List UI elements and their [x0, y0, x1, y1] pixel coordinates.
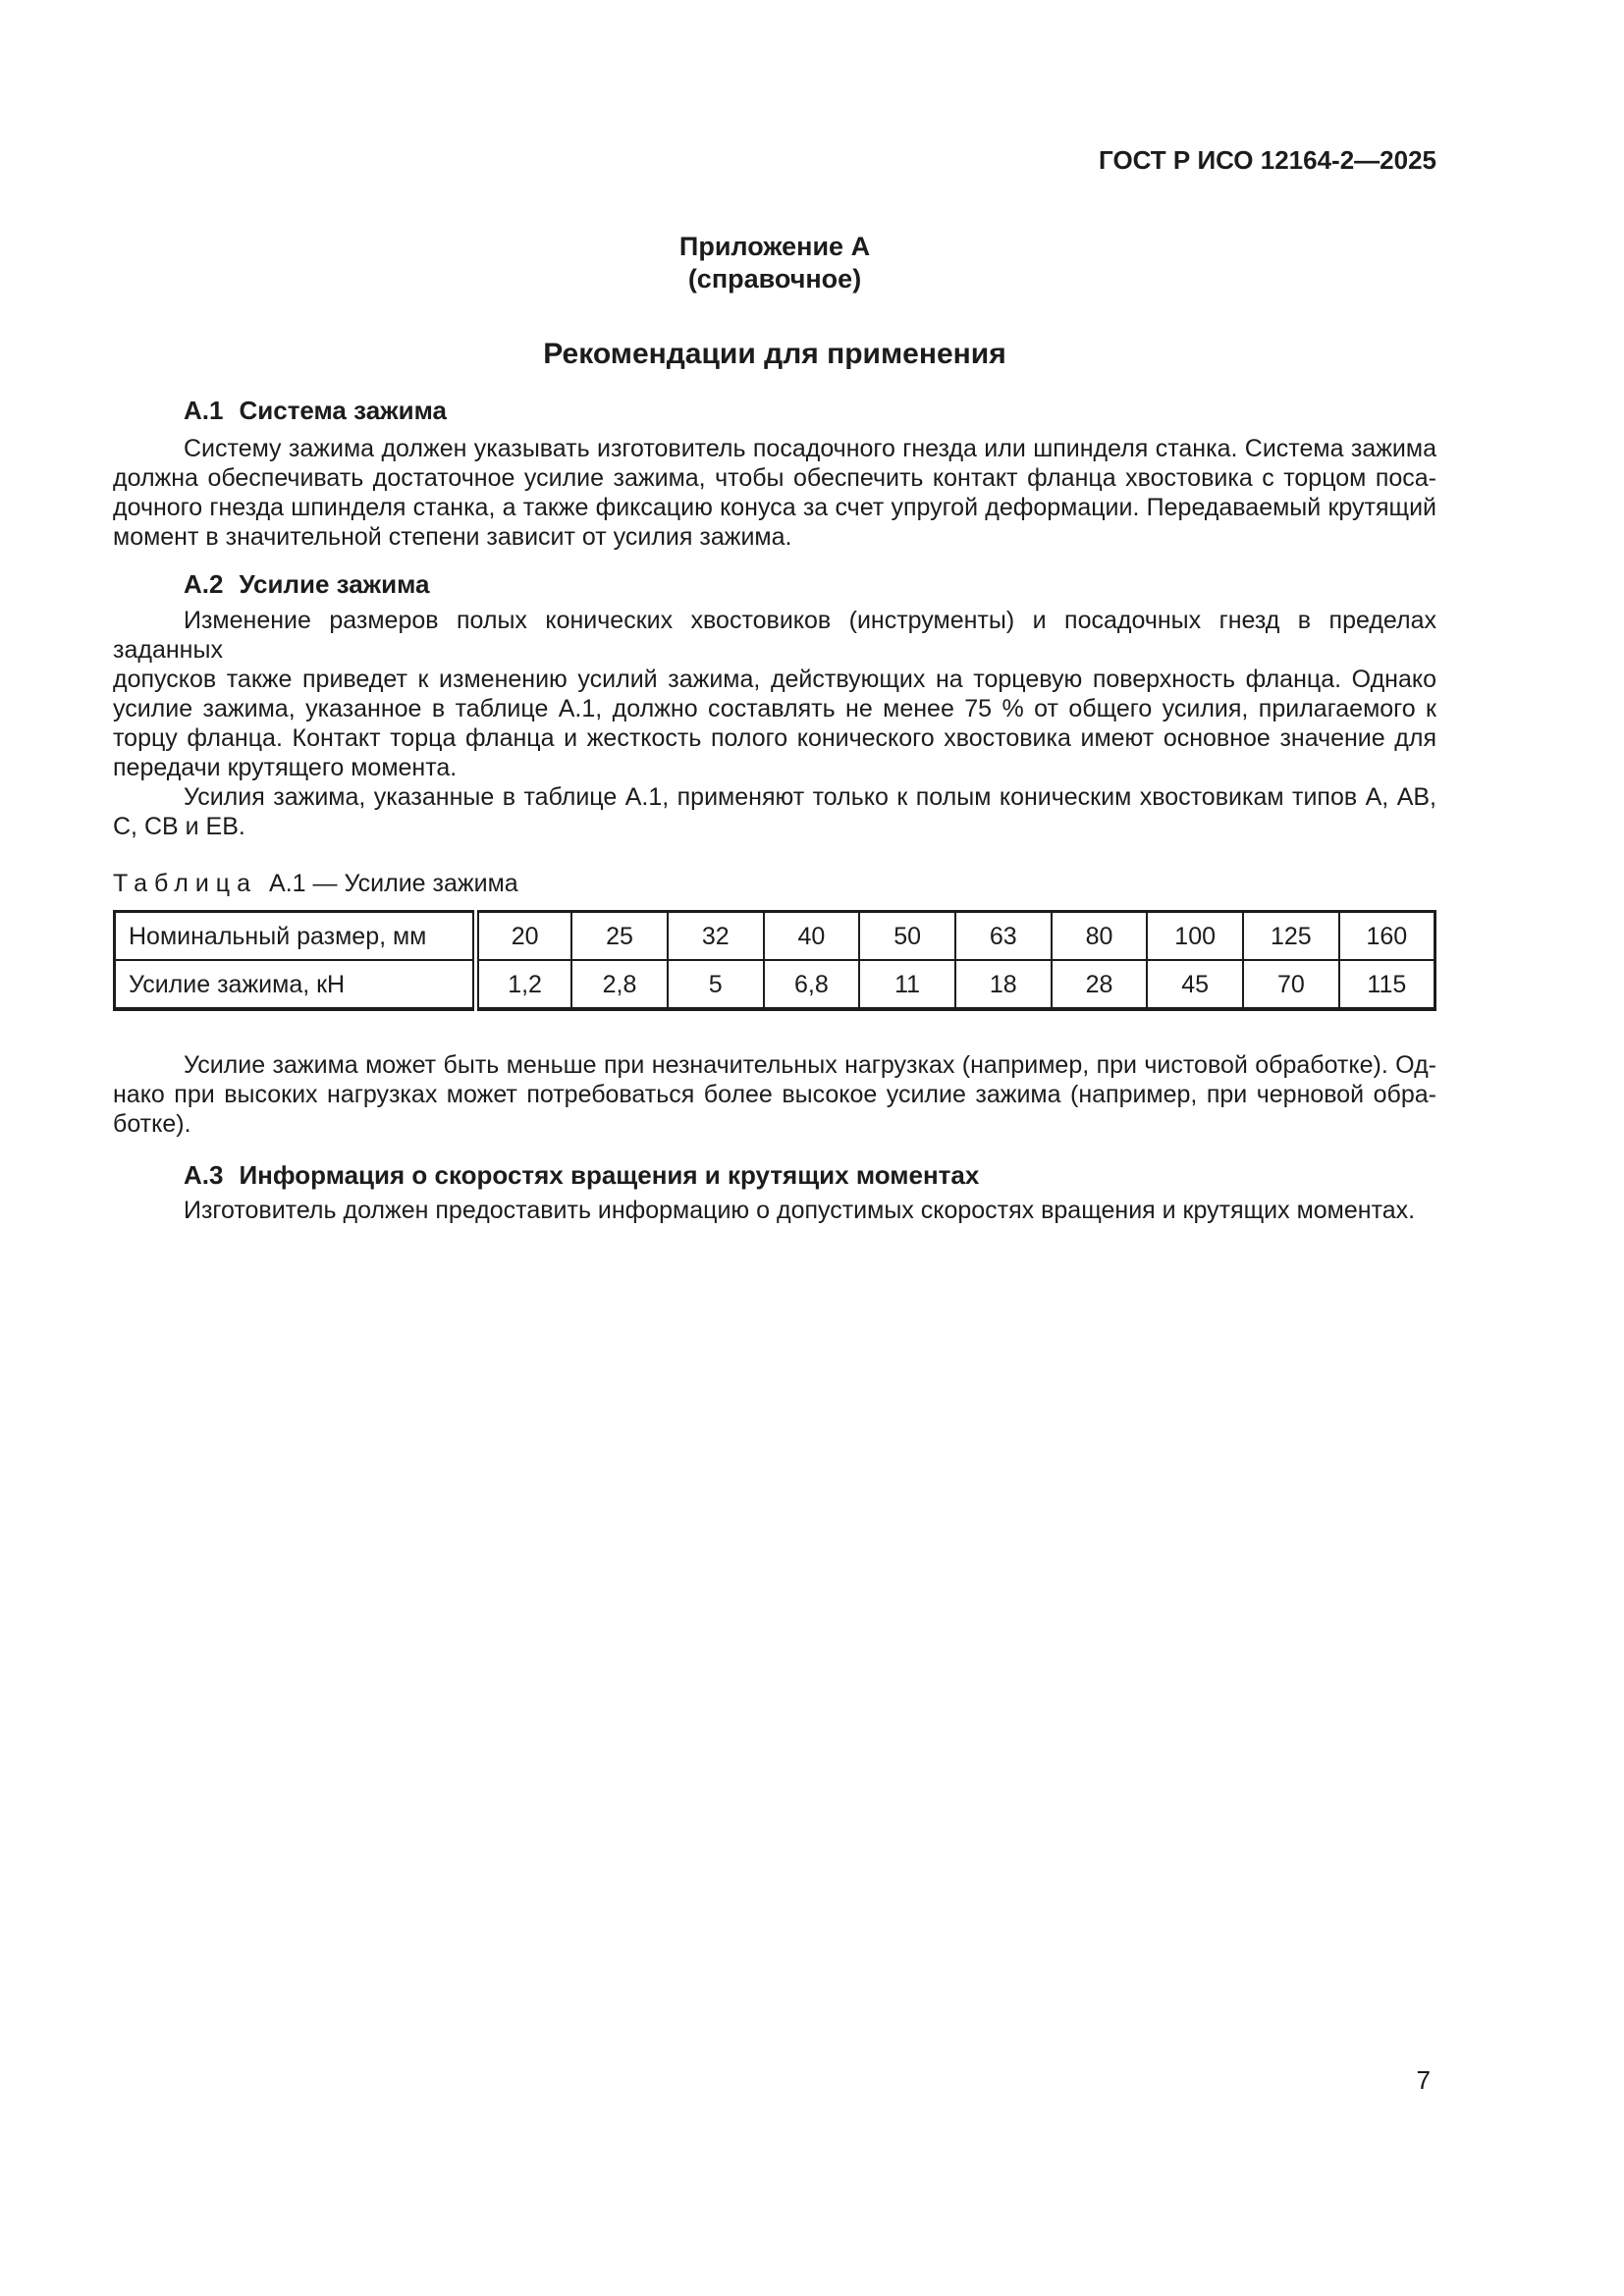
section-a2-number: А.2 [184, 569, 224, 599]
section-a2-title: Усилие зажима [239, 569, 430, 599]
section-a3-heading [113, 1160, 1436, 1190]
row-label-nominal-size: Номинальный размер, мм [115, 912, 476, 961]
appendix-note: (справочное) [687, 264, 862, 294]
value-cell: 25 [571, 912, 668, 961]
clamping-force-table [113, 910, 1436, 1011]
paragraph-line: должна обеспечивать достаточное усилие зажима, чтобы обеспечить контакт фланца хвостовика с торцом поса- [113, 464, 1436, 492]
value-cell: 45 [1147, 960, 1243, 1009]
section-a3-paragraph: Изготовитель должен предоставить информацию о допустимых скоростях вращения и крутящих моментах. [184, 1197, 1416, 1224]
section-a2-heading [113, 569, 1436, 599]
row-label-clamping-force: Усилие зажима, кН [115, 960, 476, 1009]
value-cell: 6,8 [764, 960, 860, 1009]
paragraph-line: Усилия зажима, указанные в таблице А.1, применяют только к полым коническим хвостовикам типов А, АВ, [184, 783, 1436, 811]
value-cell: 70 [1243, 960, 1339, 1009]
paragraph-line: Изменение размеров полых конических хвостовиков (инструменты) и посадочных гнезд в пределах заданных [113, 607, 1436, 664]
table-caption-word: Таблица [113, 870, 258, 897]
section-a1-title: Система зажима [239, 396, 447, 425]
value-cell: 28 [1052, 960, 1148, 1009]
paragraph-line: Усилие зажима может быть меньше при незначительных нагрузках (например, при чистовой обработке). Од- [184, 1051, 1436, 1079]
paragraph-line: момент в значительной степени зависит от усилия зажима. [113, 523, 792, 551]
value-cell: 11 [859, 960, 955, 1009]
appendix-heading [113, 231, 1436, 295]
paragraph-line: усилие зажима, указанное в таблице А.1, должно составлять не менее 75 % от общего усилия, прилагаемого к [113, 695, 1436, 722]
section-a3-number: А.3 [184, 1160, 224, 1190]
page-number: 7 [1416, 2065, 1431, 2095]
value-cell: 125 [1243, 912, 1339, 961]
paragraph-line: С, СВ и ЕВ. [113, 813, 245, 840]
paragraph-line: допусков также приведет к изменению усилий зажима, действующих на торцевую поверхность фланца. Однако [113, 666, 1436, 693]
value-cell: 5 [668, 960, 764, 1009]
value-cell: 18 [955, 960, 1052, 1009]
section-a2-paragraph-2 [113, 782, 1436, 841]
value-cell: 115 [1339, 960, 1435, 1009]
value-cell: 2,8 [571, 960, 668, 1009]
appendix-title: Рекомендации для применения [543, 338, 1006, 370]
value-cell: 160 [1339, 912, 1435, 961]
table-row-clamping-force [115, 960, 1435, 1009]
value-cell: 1,2 [476, 960, 572, 1009]
appendix-label: Приложение А [678, 232, 871, 261]
value-cell: 40 [764, 912, 860, 961]
page-content [0, 145, 1624, 1225]
table-caption [113, 869, 1436, 898]
paragraph-line: дочного гнезда шпинделя станка, а также фиксацию конуса за счет упругой деформации. Передаваемый крутящий [113, 494, 1436, 521]
doc-code-header: ГОСТ Р ИСО 12164-2—2025 [1099, 145, 1436, 175]
paragraph-line: нако при высоких нагрузках может потребоваться более высокое усилие зажима (например, при черновой обра- [113, 1081, 1436, 1108]
table-row-nominal-size [115, 912, 1435, 961]
value-cell: 63 [955, 912, 1052, 961]
section-a1-paragraph [113, 434, 1436, 552]
value-cell: 100 [1147, 912, 1243, 961]
table-caption-text: А.1 — Усилие зажима [269, 870, 518, 897]
value-cell: 80 [1052, 912, 1148, 961]
section-a1-number: А.1 [184, 396, 224, 425]
paragraph-line: торцу фланца. Контакт торца фланца и жесткость полого конического хвостовика имеют основное значение для [113, 724, 1436, 752]
section-a2-paragraph-1 [113, 606, 1436, 782]
value-cell: 32 [668, 912, 764, 961]
section-a1-heading [113, 396, 1436, 425]
value-cell: 50 [859, 912, 955, 961]
paragraph-line: ботке). [113, 1110, 191, 1138]
paragraph-line: передачи крутящего момента. [113, 754, 458, 781]
value-cell: 20 [476, 912, 572, 961]
section-a3-title: Информация о скоростях вращения и крутящих моментах [239, 1160, 980, 1190]
after-table-paragraph [113, 1050, 1436, 1139]
paragraph-line: Систему зажима должен указывать изготовитель посадочного гнезда или шпинделя станка. Система зажима [184, 435, 1436, 462]
